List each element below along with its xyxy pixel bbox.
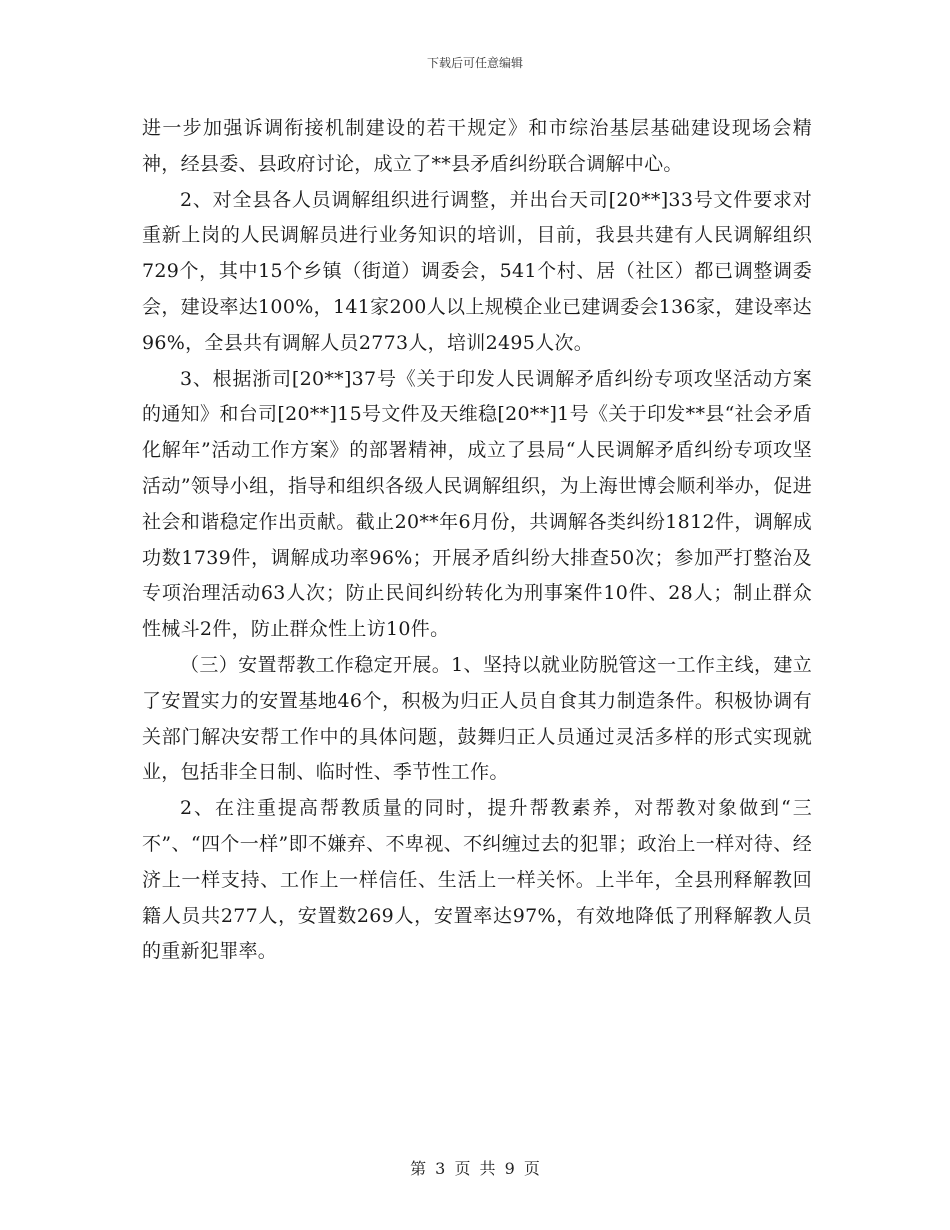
- paragraph-resettlement: （三）安置帮教工作稳定开展。1、坚持以就业防脱管这一工作主线，建立了安置实力的安置基地46个，积极为归正人员自食其力制造条件。积极协调有关部门解决安帮工作中的具体问题，鼓舞归正人员通过灵活多样的形式实现就业，包括非全日制、临时性、季节性工作。: [142, 653, 812, 784]
- document-body: [142, 111, 812, 970]
- paragraph-mediation-organizations: 2、对全县各人员调解组织进行调整，并出台天司[20**]33号文件要求对重新上岗的人民调解员进行业务知识的培训，目前，我县共建有人民调解组织729个，其中15个乡镇（街道）调委会，541个村、居（社区）都已调整调委会，建设率达100%，141家200人以上规模企业已建调委会136家，建设率达96%，全县共有调解人员2773人，培训2495人次。: [142, 188, 812, 354]
- paragraph-continuation: 进一步加强诉调衔接机制建设的若干规定》和市综治基层基础建设现场会精神，经县委、县政府讨论，成立了**县矛盾纠纷联合调解中心。: [142, 117, 812, 175]
- page-header: 下载后可任意编辑: [426, 56, 523, 70]
- paragraph-special-campaign: 3、根据浙司[20**]37号《关于印发人民调解矛盾纠纷专项攻坚活动方案的通知》和台司[20**]15号文件及天维稳[20**]1号《关于印发**县“社会矛盾化解年”活动工作方案》的部署精神，成立了县局“人民调解矛盾纠纷专项攻坚活动”领导小组，指导和组织各级人民调解组织，为上海世博会顺利举办，促进社会和谐稳定作出贡献。截止20**年6月份，共调解各类纠纷1812件，调解成功数1739件，调解成功率96%；开展矛盾纠纷大排查50次；参加严打整治及专项治理活动63人次；防止民间纠纷转化为刑事案件10件、28人；制止群众性械斗2件，防止群众性上访10件。: [142, 367, 812, 641]
- paragraph-assistance-quality: 2、在注重提高帮教质量的同时，提升帮教素养，对帮教对象做到“三不”、“四个一样”即不嫌弃、不卑视、不纠缠过去的犯罪；政治上一样对待、经济上一样支持、工作上一样信任、生活上一样关怀。上半年，全县刑释解教回籍人员共277人，安置数269人，安置率达97%，有效地降低了刑释解教人员的重新犯罪率。: [142, 797, 812, 963]
- page-number: 第 3 页 共 9 页: [410, 1159, 540, 1178]
